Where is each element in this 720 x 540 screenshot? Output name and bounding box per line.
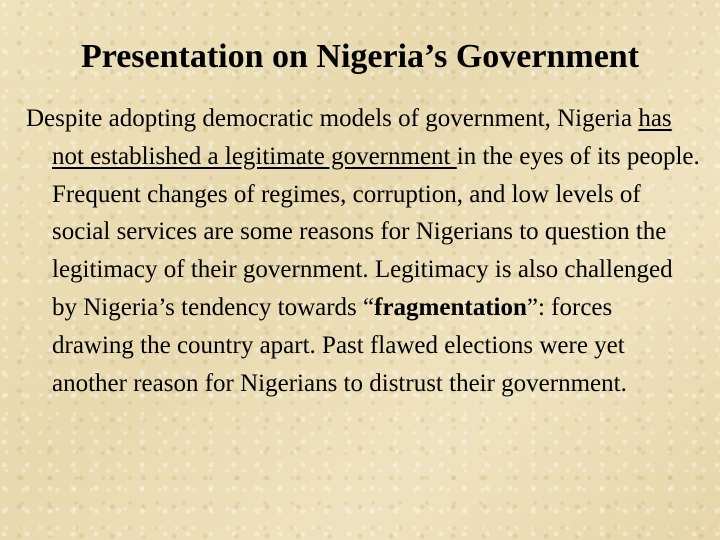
body-text-part1: Despite adopting democratic models of government, Nigeria: [26, 105, 639, 132]
slide-body: [26, 100, 700, 402]
underlined-phrase: has not established a legitimate government: [52, 105, 672, 170]
body-paragraph: [26, 100, 700, 402]
body-text-part3: ”: forces drawing the country apart. Past flawed elections were yet another reason for Nigerians to distrust their government.: [52, 293, 627, 397]
slide-title: Presentation on Nigeria’s Government: [80, 38, 640, 75]
body-text-part2: in the eyes of its people. Frequent changes of regimes, corruption, and low levels of social services are some reasons for Nigerians to question the legitimacy of their government. Legitimacy is also challenged by Nigeria’s tendency towards “: [52, 142, 700, 321]
bold-term-fragmentation: fragmentation: [374, 293, 527, 321]
